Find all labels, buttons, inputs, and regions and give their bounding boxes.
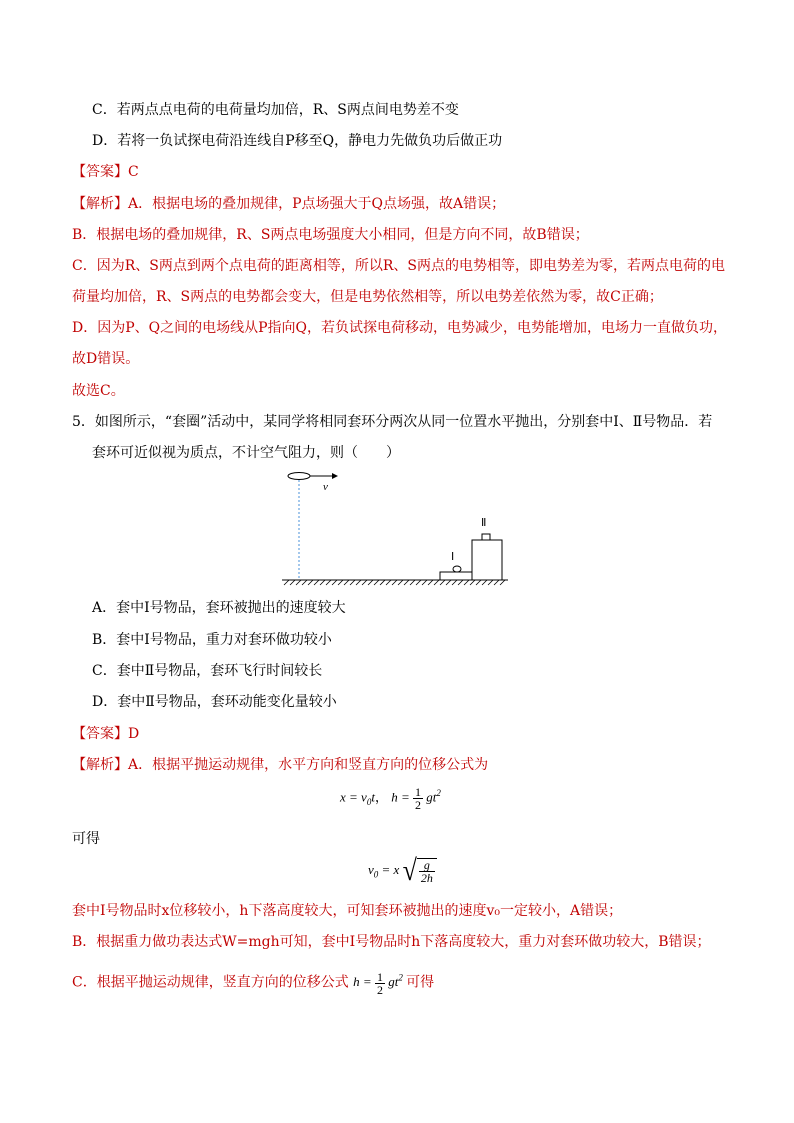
analysis-1-d-line2: 故D错误。 [72,351,140,367]
option-c: C．套中Ⅱ号物品，套环飞行时间较长 [92,663,323,679]
answer-value: D [128,726,140,742]
analysis-text: A．根据平抛运动规律，水平方向和竖直方向的位移公式为 [128,757,489,773]
analysis-1-c-line2: 荷量均加倍，R、S两点的电势都会变大，但是电势依然相等，所以电势差依然为零，故C正确； [72,289,663,305]
analysis-1-b: B．根据电场的叠加规律，R、S两点电场强度大小相同，但是方向不同，故B错误； [72,227,589,243]
question-5-line2: 套环可近似视为质点，不计空气阻力，则（ ） [92,445,400,461]
item-1-icon [453,566,461,572]
answer-1 [72,162,139,182]
answer-tag: 【答案】 [72,164,128,180]
formula-displacement: $x = v_0t$， h = $\frac{1}{2}$ $gt^2$ [340,785,441,812]
ring-toss-diagram [270,468,530,592]
analysis-1-d-line1: D．因为P、Q之间的电场线从P指向Q，若负试探电荷移动，电势减少，电势能增加，电场力一直做负功， [72,320,728,336]
low-platform [440,572,472,580]
formula-velocity: $v_0 = x$ √ $\frac{g}{2h}$ [368,858,437,884]
analysis-2-a-conclusion: 套中Ⅰ号物品时x位移较小，h下落高度较大，可知套环被抛出的速度v₀一定较小，A错误； [72,903,623,919]
analysis-2-c: C．根据平抛运动规律，竖直方向的位移公式 h = $\frac{1}{2}$ $gt^2$ 可得 [72,969,435,997]
analysis-2-a [72,755,488,775]
analysis-2-b: B．根据重力做功表达式W=mgh可知，套中Ⅰ号物品时h下落高度较大，重力对套环做功较大，B错误； [72,934,711,950]
prev-option-c: C．若两点点电荷的电荷量均加倍，R、S两点间电势差不变 [92,102,459,118]
tall-platform [472,540,502,580]
answer-2 [72,724,139,744]
answer-tag: 【答案】 [72,726,128,742]
ground-hatch [284,580,505,585]
answer-value: C [128,164,139,180]
analysis-1-a [72,194,505,214]
question-5-line1: 5．如图所示，“套圈”活动中，某同学将相同套环分两次从同一位置水平抛出，分别套中Ⅰ、Ⅱ号物品．若 [72,414,713,430]
item-1-label: Ⅰ [451,551,455,563]
option-d: D．套中Ⅱ号物品，套环动能变化量较小 [92,694,337,710]
option-b: B．套中Ⅰ号物品，重力对套环做功较小 [92,632,332,648]
conclusion-1: 故选C。 [72,383,125,399]
velocity-arrowhead [332,473,338,479]
item-2-icon [482,534,490,540]
velocity-label: v [323,481,328,493]
analysis-tag: 【解析】 [72,757,128,773]
analysis-tag: 【解析】 [72,196,128,212]
derive-text: 可得 [72,831,100,847]
analysis-1-c-line1: C．因为R、S两点到两个点电荷的距离相等，所以R、S两点的电势相等，即电势差为零，若两点电荷的电 [72,258,725,274]
ring-icon [288,473,310,480]
item-2-label: Ⅱ [481,517,487,529]
prev-option-d: D．若将一负试探电荷沿连线自P移至Q，静电力先做负功后做正功 [92,133,503,149]
analysis-text: A．根据电场的叠加规律，P点场强大于Q点场强，故A错误； [128,196,506,212]
option-a: A．套中Ⅰ号物品，套环被抛出的速度较大 [92,600,346,616]
formula-height: h = $\frac{1}{2}$ $gt^2$ [353,969,403,997]
